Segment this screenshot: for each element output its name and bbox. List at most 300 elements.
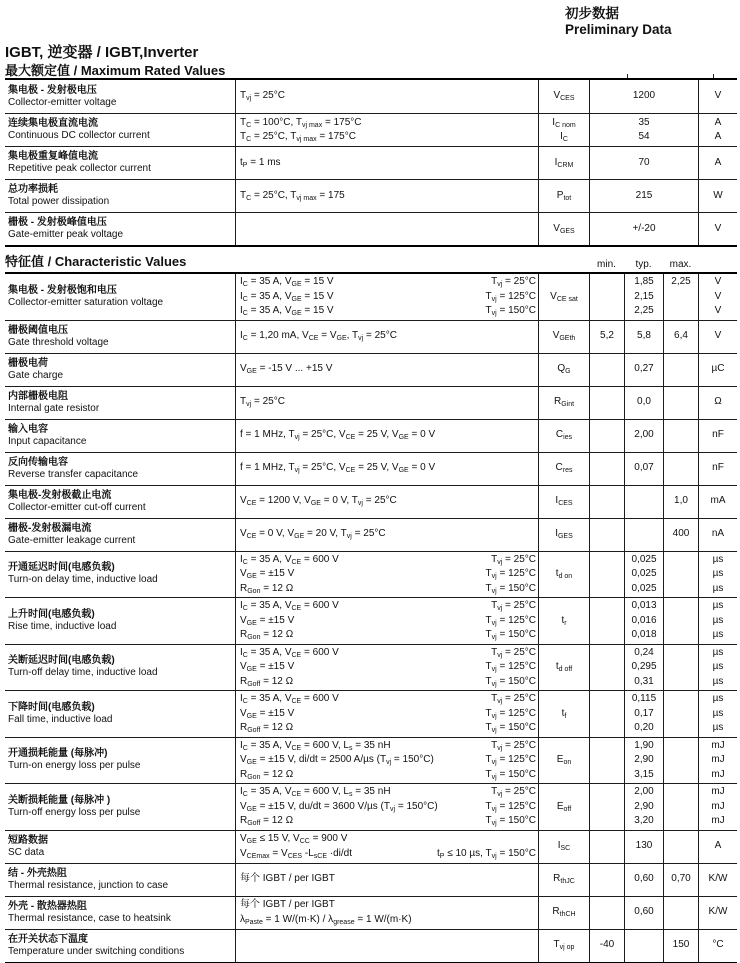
unit: mJ <box>711 786 725 797</box>
max-cell <box>663 453 698 485</box>
condition-text: f = 1 MHz, $T_{vj} = 25^\circ C$, $V_{CE} = 25$ V, $V_{GE} = 0$ V <box>240 429 436 442</box>
condition-text: $V_{GE} = \pm 15$ V <box>240 614 295 627</box>
table-row <box>5 452 737 485</box>
condition-line <box>240 395 536 410</box>
min-cell <box>589 598 624 644</box>
typ-cell <box>624 354 663 386</box>
param-name-en: Thermal resistance, case to heatsink <box>8 912 171 924</box>
unit: µs <box>712 707 724 719</box>
condition-line <box>240 614 536 629</box>
param-name-zh: 栅极-发射极漏电流 <box>8 522 92 534</box>
param-name-en: Reverse transfer capacitance <box>8 468 139 480</box>
condition-line <box>240 913 536 928</box>
rated-value: 215 <box>635 189 653 201</box>
param-name-en: Fall time, inductive load <box>8 713 113 725</box>
min-cell <box>589 831 624 863</box>
min-cell <box>589 420 624 452</box>
conditions-cell <box>235 691 538 737</box>
max-cell <box>663 552 698 598</box>
typ-value: 0,018 <box>631 629 657 640</box>
condition-text: $I_C = 35$ A, $V_{CE} = 600$ V, $L_s = 35$ nH <box>240 786 391 798</box>
condition-text: $T_{vj} = 25^\circ C$ <box>240 90 285 103</box>
unit-cell <box>698 274 737 320</box>
parameter-label <box>5 784 235 830</box>
typ-value: 1,90 <box>634 739 654 751</box>
table-row <box>5 597 737 644</box>
param-name-zh: 集电极重复峰值电流 <box>8 151 98 162</box>
condition-temperature: $T_{vj} = 25^\circ C$ <box>491 786 536 798</box>
table-row <box>5 783 737 830</box>
parameter-label <box>5 321 235 353</box>
unit: µs <box>712 614 724 626</box>
table-row <box>5 896 737 929</box>
value-cell <box>589 147 698 179</box>
unit: V <box>714 222 722 234</box>
condition-text: $T_C = 25^\circ C$, $T_{vj max} = 175^\circ C$ <box>240 131 356 143</box>
conditions-cell <box>235 897 538 929</box>
unit-cell <box>698 486 737 518</box>
condition-line <box>240 553 536 568</box>
param-name-en: Continuous DC collector current <box>8 130 150 141</box>
condition-text: $V_{CEmax} = V_{CES}$ $-L_{sCE} \cdot di/dt$ <box>240 847 353 860</box>
param-name-zh: 集电极 - 发射极饱和电压 <box>8 284 117 296</box>
rated-value: 54 <box>638 131 650 142</box>
value-cell <box>589 80 698 113</box>
unit: W <box>713 189 723 201</box>
condition-text: $V_{GE} = \pm 15$ V, di/dt = 2500 A/µs $(T_{vj} = 150^\circ C)$ <box>240 754 434 766</box>
condition-line <box>240 599 536 614</box>
symbol-cell <box>538 552 589 598</box>
unit: µs <box>712 553 724 565</box>
unit-cell <box>698 114 737 146</box>
preliminary-label-zh: 初步数据 <box>565 6 619 21</box>
value-cell <box>589 114 698 146</box>
parameter-label <box>5 831 235 863</box>
max-cell <box>663 930 698 962</box>
symbol-cell <box>538 274 589 320</box>
typ-cell <box>624 930 663 962</box>
symbol: $t_f$ <box>561 707 567 720</box>
min-cell <box>589 691 624 737</box>
condition-temperature: $T_{vj} = 125^\circ C$ <box>485 614 536 627</box>
table-row <box>5 518 737 551</box>
param-name-zh: 连续集电极直流电流 <box>8 118 98 129</box>
unit: K/W <box>708 906 728 918</box>
conditions-cell <box>235 930 538 962</box>
unit: V <box>714 330 722 342</box>
symbol: $R_{Gint}$ <box>553 396 575 409</box>
condition-text: $V_{CE} = 0$ V, $V_{GE} = 20$ V, $T_{vj} = 25^\circ C$ <box>240 528 386 541</box>
max-value: 400 <box>672 528 690 540</box>
unit: µs <box>712 646 724 658</box>
unit-cell <box>698 213 737 245</box>
condition-line <box>240 527 536 542</box>
table-row <box>5 212 737 245</box>
symbol: $R_{thCH}$ <box>552 906 576 919</box>
param-name-en: Turn-on energy loss per pulse <box>8 760 141 772</box>
symbol: $P_{tot}$ <box>556 189 572 202</box>
condition-line <box>240 130 536 145</box>
min-cell <box>589 354 624 386</box>
unit: mJ <box>711 815 725 826</box>
symbol-cell <box>538 486 589 518</box>
page-title: IGBT, 逆变器 / IGBT,Inverter <box>5 44 199 61</box>
max-cell <box>663 519 698 551</box>
symbol: $I_C$ <box>560 131 568 143</box>
max-cell <box>663 354 698 386</box>
symbol-cell <box>538 519 589 551</box>
table-row <box>5 485 737 518</box>
max-cell <box>663 645 698 691</box>
conditions-cell <box>235 831 538 863</box>
typ-cell <box>624 598 663 644</box>
table-row <box>5 179 737 212</box>
max-cell <box>663 420 698 452</box>
typ-value: 1,85 <box>634 276 654 287</box>
param-name-en: Collector-emitter voltage <box>8 96 117 108</box>
conditions-cell <box>235 486 538 518</box>
condition-line <box>240 304 536 319</box>
param-name-en: Collector-emitter saturation voltage <box>8 296 164 308</box>
symbol: $I_{CES}$ <box>555 495 573 508</box>
characteristic-section-header <box>5 250 737 272</box>
param-name-zh: 在开关状态下温度 <box>8 933 88 945</box>
unit-cell <box>698 147 737 179</box>
param-name-zh: 总功率损耗 <box>8 184 58 195</box>
symbol-cell <box>538 598 589 644</box>
typ-value: 0,025 <box>631 553 657 565</box>
unit: A <box>714 116 722 128</box>
unit: µC <box>711 363 725 375</box>
typ-value: 5,8 <box>637 330 651 342</box>
symbol-cell <box>538 420 589 452</box>
condition-line <box>240 739 536 754</box>
conditions-cell <box>235 387 538 419</box>
condition-line <box>240 89 536 104</box>
column-header-max: max. <box>669 259 692 270</box>
typ-value: 0,20 <box>634 722 654 733</box>
table-row <box>5 644 737 691</box>
typ-value: 0,24 <box>634 646 654 658</box>
max-cell <box>663 486 698 518</box>
typ-value: 2,90 <box>634 754 654 765</box>
condition-temperature: $T_{vj} = 150^\circ C$ <box>485 768 536 781</box>
max-value <box>667 304 695 319</box>
condition-text: $V_{GE} = \pm 15$ V <box>240 661 295 673</box>
min-cell <box>589 897 624 929</box>
param-name-en: Gate-emitter peak voltage <box>8 229 124 240</box>
typ-cell <box>624 321 663 353</box>
condition-text: $\lambda_{Paste} = 1$ $W/(m\cdot K) / \lambda_{grease} = 1$ W/(m·K) <box>240 913 412 926</box>
min-cell <box>589 321 624 353</box>
typ-cell <box>624 897 663 929</box>
condition-text: $t_P = 1$ ms <box>240 156 281 169</box>
symbol: $T_{vj op}$ <box>553 939 575 952</box>
symbol: $R_{thJC}$ <box>553 873 575 886</box>
param-name-zh: 外壳 - 散热器热阻 <box>8 900 87 912</box>
min-value: -40 <box>599 939 615 951</box>
conditions-cell <box>235 180 538 212</box>
symbol-cell <box>538 738 589 784</box>
condition-text: $R_{Goff} = 12$ Ω <box>240 675 294 688</box>
typ-value: 0,0 <box>637 396 651 408</box>
condition-temperature: $T_{vj} = 150^\circ C$ <box>485 305 536 317</box>
condition-temperature: $T_{vj} = 25^\circ C$ <box>491 739 536 752</box>
min-cell <box>589 453 624 485</box>
symbol-cell <box>538 784 589 830</box>
max-cell <box>663 598 698 644</box>
conditions-cell <box>235 321 538 353</box>
typ-value: 0,295 <box>631 661 657 672</box>
rated-value: 70 <box>638 156 650 168</box>
condition-text: $R_{Gon} = 12$ Ω <box>240 629 294 641</box>
rated-value: 1200 <box>632 90 656 102</box>
param-name-en: Thermal resistance, junction to case <box>8 879 169 891</box>
value-cell <box>589 213 698 245</box>
param-name-zh: 短路数据 <box>8 834 48 846</box>
condition-line <box>240 156 536 171</box>
preliminary-data-header <box>565 6 672 38</box>
parameter-label <box>5 387 235 419</box>
condition-temperature: $T_{vj} = 125^\circ C$ <box>485 800 536 813</box>
param-name-zh: 内部栅极电阻 <box>8 390 68 402</box>
typ-value: 2,00 <box>634 786 654 797</box>
condition-temperature: $T_{vj} = 150^\circ C$ <box>485 815 536 827</box>
symbol: $I_{SC}$ <box>557 840 571 853</box>
max-value: 2,25 <box>671 276 691 287</box>
max-rated-table <box>5 78 737 247</box>
parameter-label <box>5 552 235 598</box>
min-cell <box>589 738 624 784</box>
min-cell <box>589 864 624 896</box>
unit-cell <box>698 80 737 113</box>
column-header-typ: typ. <box>635 259 652 270</box>
condition-temperature: $T_{vj} = 125^\circ C$ <box>485 290 536 303</box>
unit: V <box>714 290 722 302</box>
condition-text: $I_C = 35$ A, $V_{GE} = 15$ V <box>240 276 334 288</box>
param-name-en: Input capacitance <box>8 435 87 447</box>
param-name-en: Rise time, inductive load <box>8 620 117 632</box>
symbol-cell <box>538 645 589 691</box>
condition-text: f = 1 MHz, $T_{vj} = 25^\circ C$, $V_{CE} = 25$ V, $V_{GE} = 0$ V <box>240 462 436 475</box>
symbol-cell <box>538 930 589 962</box>
condition-text: $I_C = 35$ A, $V_{CE} = 600$ V, $L_s = 35$ nH <box>240 739 391 752</box>
condition-temperature: $T_{vj} = 125^\circ C$ <box>485 568 536 580</box>
unit-cell <box>698 354 737 386</box>
table-row <box>5 80 737 113</box>
parameter-label <box>5 213 235 245</box>
rated-value: 35 <box>638 116 650 128</box>
unit: A <box>714 840 722 852</box>
max-cell <box>663 321 698 353</box>
condition-text: $I_C = 35$ A, $V_{CE} = 600$ V <box>240 600 339 612</box>
param-name-en: Turn-on delay time, inductive load <box>8 574 158 586</box>
unit-cell <box>698 897 737 929</box>
symbol: $t_r$ <box>561 614 567 627</box>
table-row <box>5 353 737 386</box>
param-name-zh: 结 - 外壳热阻 <box>8 867 67 879</box>
parameter-label <box>5 420 235 452</box>
symbol-cell <box>538 180 589 212</box>
param-name-en: Collector-emitter cut-off current <box>8 501 146 513</box>
conditions-cell <box>235 552 538 598</box>
unit-cell <box>698 738 737 784</box>
unit: µs <box>712 661 724 672</box>
condition-line <box>240 646 536 661</box>
typ-value: 0,115 <box>631 693 657 704</box>
condition-line <box>240 898 536 913</box>
condition-text: $R_{Goff} = 12$ Ω <box>240 722 294 734</box>
conditions-cell <box>235 213 538 245</box>
unit-cell <box>698 180 737 212</box>
condition-line <box>240 675 536 690</box>
condition-text: $V_{GE} = -15$ V ... +15 V <box>240 363 333 376</box>
unit-cell <box>698 645 737 691</box>
unit: µs <box>712 629 724 640</box>
characteristic-table-wrap <box>5 272 737 963</box>
max-rated-table-wrap <box>5 78 737 247</box>
param-name-en: SC data <box>8 846 45 858</box>
rated-value: +/-20 <box>632 222 656 234</box>
symbol: $t_{d off}$ <box>555 661 573 673</box>
condition-temperature: $T_{vj} = 150^\circ C$ <box>485 722 536 734</box>
condition-line <box>240 847 536 862</box>
symbol-cell <box>538 453 589 485</box>
condition-line <box>240 275 536 290</box>
parameter-label <box>5 930 235 962</box>
max-value <box>667 290 695 305</box>
condition-line <box>240 329 536 344</box>
conditions-cell <box>235 453 538 485</box>
condition-text: 每个 IGBT / per IGBT <box>240 899 335 910</box>
section-title-characteristic: 特征值 / Characteristic Values <box>5 254 187 269</box>
typ-value: 2,15 <box>634 290 654 302</box>
condition-temperature: $t_P \le 10$ µs, $T_{vj} = 150^\circ C$ <box>436 847 536 860</box>
min-cell <box>589 486 624 518</box>
column-tick <box>713 74 714 78</box>
condition-temperature: $T_{vj} = 150^\circ C$ <box>485 582 536 595</box>
conditions-cell <box>235 274 538 320</box>
condition-line <box>240 362 536 377</box>
typ-cell <box>624 691 663 737</box>
condition-line <box>240 832 536 847</box>
param-name-en: Repetitive peak collector current <box>8 163 151 174</box>
condition-line <box>240 461 536 476</box>
unit: A <box>714 156 722 168</box>
condition-text: $V_{GE} \le 15$ V, $V_{CC} = 900$ V <box>240 833 348 845</box>
preliminary-label-en: Preliminary Data <box>565 22 672 37</box>
typ-value: 0,60 <box>634 873 654 885</box>
symbol: $t_{d on}$ <box>555 568 573 580</box>
unit: nA <box>711 528 725 540</box>
unit-cell <box>698 552 737 598</box>
condition-line <box>240 628 536 643</box>
condition-temperature: $T_{vj} = 150^\circ C$ <box>485 675 536 688</box>
typ-value: 2,25 <box>634 305 654 316</box>
symbol-cell <box>538 897 589 929</box>
symbol: $I_{CRM}$ <box>554 156 574 169</box>
max-value: 6,4 <box>674 330 688 342</box>
max-cell <box>663 387 698 419</box>
condition-line <box>240 290 536 305</box>
typ-cell <box>624 420 663 452</box>
parameter-label <box>5 147 235 179</box>
condition-text: $T_{vj} = 25^\circ C$ <box>240 396 285 409</box>
condition-text: $R_{Gon} = 12$ Ω <box>240 582 294 595</box>
condition-text: $V_{CE} = 1200$ V, $V_{GE} = 0$ V, $T_{vj} = 25^\circ C$ <box>240 495 397 508</box>
typ-value: 3,15 <box>634 768 654 780</box>
table-row <box>5 320 737 353</box>
table-row <box>5 929 737 962</box>
param-name-en: Gate charge <box>8 369 64 381</box>
param-name-zh: 下降时间(电感负载) <box>8 701 95 713</box>
conditions-cell <box>235 80 538 113</box>
unit: nF <box>712 429 724 441</box>
min-cell <box>589 274 624 320</box>
condition-text: $I_C = 35$ A, $V_{CE} = 600$ V <box>240 553 339 566</box>
conditions-cell <box>235 519 538 551</box>
conditions-cell <box>235 738 538 784</box>
unit: °C <box>712 939 724 951</box>
condition-text: 每个 IGBT / per IGBT <box>240 873 335 885</box>
param-name-en: Total power dissipation <box>8 196 110 207</box>
symbol: $I_{C nom}$ <box>552 116 576 129</box>
condition-line <box>240 707 536 722</box>
conditions-cell <box>235 147 538 179</box>
parameter-label <box>5 180 235 212</box>
unit: mJ <box>711 800 725 812</box>
condition-temperature: $T_{vj} = 125^\circ C$ <box>485 754 536 766</box>
condition-line <box>240 692 536 707</box>
max-cell <box>663 274 698 320</box>
param-name-zh: 集电极 - 发射极电压 <box>8 84 97 96</box>
min-cell <box>589 387 624 419</box>
condition-text: $I_C = 1,20$ mA, $V_{CE} = V_{GE}$, $T_{vj} = 25^\circ C$ <box>240 330 397 343</box>
min-typ-max-column-headers <box>589 259 698 270</box>
symbol: $Q_G$ <box>557 363 571 376</box>
parameter-label <box>5 80 235 113</box>
typ-value: 0,31 <box>634 675 654 687</box>
typ-value: 130 <box>635 840 653 852</box>
table-row <box>5 551 737 598</box>
param-name-en: Gate threshold voltage <box>8 336 109 348</box>
symbol-cell <box>538 354 589 386</box>
condition-temperature: $T_{vj} = 150^\circ C$ <box>485 629 536 641</box>
condition-line <box>240 814 536 829</box>
param-name-zh: 开通延迟时间(电感负载) <box>8 562 115 574</box>
condition-text: $I_C = 35$ A, $V_{GE} = 15$ V <box>240 290 334 303</box>
param-name-en: Gate-emitter leakage current <box>8 534 136 546</box>
parameter-label <box>5 598 235 644</box>
max-value: 150 <box>672 939 690 951</box>
condition-line <box>240 494 536 509</box>
condition-text: $R_{Goff} = 12$ Ω <box>240 815 294 827</box>
param-name-zh: 关断延迟时间(电感负载) <box>8 655 115 667</box>
symbol: $I_{GES}$ <box>555 528 573 541</box>
conditions-cell <box>235 420 538 452</box>
typ-value: 3,20 <box>634 815 654 826</box>
max-cell <box>663 784 698 830</box>
symbol: $V_{CE sat}$ <box>550 290 578 303</box>
symbol-cell <box>538 864 589 896</box>
unit: nF <box>712 462 724 474</box>
table-row <box>5 419 737 452</box>
condition-line <box>240 582 536 597</box>
unit: µs <box>712 675 724 687</box>
unit-cell <box>698 420 737 452</box>
max-cell <box>663 738 698 784</box>
unit-cell <box>698 453 737 485</box>
